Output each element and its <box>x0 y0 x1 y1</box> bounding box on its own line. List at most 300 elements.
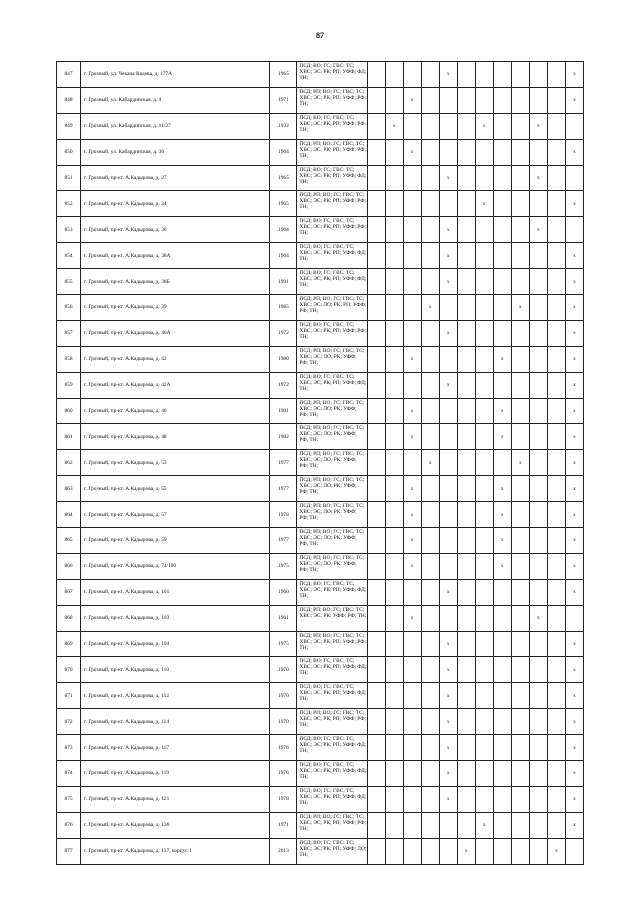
mark-cell: x <box>439 243 457 269</box>
mark-cell <box>511 786 529 812</box>
mark-cell <box>385 476 403 502</box>
mark-cell <box>367 553 385 579</box>
services-cell: ПСД; РП; ВО; ГС; ГВС; ТС; ХВС; ЭС; ЛО; РК; УФФ; РФ; ТН; <box>297 553 367 579</box>
address-cell: г. Грозный, пр-кт. А.Кадырова, д. 114 <box>81 709 270 735</box>
mark-cell: x <box>565 786 583 812</box>
mark-cell <box>385 243 403 269</box>
year-cell: 1981 <box>270 398 297 424</box>
mark-cell <box>421 269 439 295</box>
mark-cell <box>457 605 475 631</box>
mark-cell: x <box>439 269 457 295</box>
mark-cell: x <box>529 165 547 191</box>
year-cell: 1970 <box>270 683 297 709</box>
row-number-cell: 871 <box>57 683 81 709</box>
mark-cell <box>547 528 565 554</box>
mark-cell <box>421 631 439 657</box>
mark-cell <box>493 372 511 398</box>
mark-cell <box>403 217 421 243</box>
table-row <box>57 709 584 735</box>
mark-cell <box>367 502 385 528</box>
mark-cell <box>547 217 565 243</box>
mark-cell <box>385 450 403 476</box>
mark-cell <box>475 631 493 657</box>
mark-cell <box>457 346 475 372</box>
mark-cell: x <box>565 735 583 761</box>
mark-cell <box>493 709 511 735</box>
mark-cell <box>457 320 475 346</box>
mark-cell <box>367 346 385 372</box>
table-row <box>57 735 584 761</box>
mark-cell <box>439 605 457 631</box>
mark-cell <box>457 113 475 139</box>
mark-cell <box>439 424 457 450</box>
mark-cell <box>511 709 529 735</box>
mark-cell: x <box>529 605 547 631</box>
mark-cell: x <box>403 398 421 424</box>
mark-cell: x <box>439 320 457 346</box>
mark-cell: x <box>403 605 421 631</box>
mark-cell <box>439 528 457 554</box>
table-row <box>57 683 584 709</box>
mark-cell <box>421 683 439 709</box>
mark-cell <box>493 320 511 346</box>
mark-cell: x <box>439 683 457 709</box>
year-cell: 1972 <box>270 320 297 346</box>
mark-cell <box>421 553 439 579</box>
housing-table <box>56 61 584 865</box>
mark-cell <box>529 450 547 476</box>
mark-cell <box>421 139 439 165</box>
address-cell: г. Грозный, пр-кт. А.Кадырова, д. 42 <box>81 346 270 372</box>
mark-cell <box>457 553 475 579</box>
mark-cell <box>421 528 439 554</box>
mark-cell <box>529 657 547 683</box>
mark-cell <box>457 761 475 787</box>
mark-cell <box>493 139 511 165</box>
mark-cell: x <box>403 553 421 579</box>
mark-cell <box>475 424 493 450</box>
mark-cell <box>475 761 493 787</box>
mark-cell <box>439 346 457 372</box>
mark-cell <box>385 605 403 631</box>
address-cell: г. Грозный, пр-кт. А.Кадырова, д. 110 <box>81 657 270 683</box>
mark-cell <box>385 631 403 657</box>
mark-cell <box>457 372 475 398</box>
address-cell: г. Грозный, ул. Кабардинская, д. 4 <box>81 87 270 113</box>
row-number-cell: 863 <box>57 476 81 502</box>
mark-cell <box>367 476 385 502</box>
mark-cell: x <box>565 139 583 165</box>
mark-cell <box>385 735 403 761</box>
mark-cell <box>367 579 385 605</box>
mark-cell: x <box>565 346 583 372</box>
mark-cell <box>475 735 493 761</box>
mark-cell <box>457 295 475 321</box>
table-row <box>57 87 584 113</box>
address-cell: г. Грозный, пр-кт. А.Кадырова, д. 34 <box>81 191 270 217</box>
table-row <box>57 579 584 605</box>
mark-cell <box>385 786 403 812</box>
address-cell: г. Грозный, пр-кт. А.Кадырова, д. 117 <box>81 735 270 761</box>
address-cell: г. Грозный, пр-кт. А.Кадырова, д. 39 <box>81 295 270 321</box>
mark-cell: x <box>565 269 583 295</box>
mark-cell <box>457 579 475 605</box>
mark-cell <box>403 657 421 683</box>
mark-cell <box>385 812 403 838</box>
address-cell: г. Грозный, пр-кт. А.Кадырова, д. 74/100 <box>81 553 270 579</box>
mark-cell <box>511 553 529 579</box>
mark-cell: x <box>565 812 583 838</box>
mark-cell <box>439 476 457 502</box>
mark-cell: x <box>565 320 583 346</box>
year-cell: 1977 <box>270 476 297 502</box>
row-number-cell: 855 <box>57 269 81 295</box>
mark-cell: x <box>421 450 439 476</box>
mark-cell <box>457 243 475 269</box>
table-row <box>57 217 584 243</box>
services-cell: ПСД; ВО; ГС; ГВС; ТС; ХВС; ЭС; РК; РП; УФФ; ФД; ТН; <box>297 62 367 88</box>
mark-cell <box>547 113 565 139</box>
mark-cell <box>547 553 565 579</box>
mark-cell <box>511 62 529 88</box>
year-cell: 1985 <box>270 295 297 321</box>
mark-cell <box>421 761 439 787</box>
mark-cell <box>511 528 529 554</box>
mark-cell <box>367 838 385 864</box>
services-cell: ПСД; ВО; ГС; ГВС; ТС; ХВС; ЭС; РК; РП; УФФ; РФ; ТН; <box>297 320 367 346</box>
year-cell: 1970 <box>270 709 297 735</box>
mark-cell <box>421 320 439 346</box>
mark-cell <box>529 709 547 735</box>
mark-cell: x <box>565 553 583 579</box>
mark-cell <box>439 113 457 139</box>
mark-cell <box>367 631 385 657</box>
mark-cell <box>529 346 547 372</box>
mark-cell <box>439 838 457 864</box>
mark-cell <box>529 502 547 528</box>
mark-cell: x <box>493 502 511 528</box>
services-cell: ПСД; РП; ВО; ГС; ГВС; ТС; ХВС; ЭС; ЛО; РК; УФФ; РФ; ТН; <box>297 424 367 450</box>
mark-cell: x <box>565 528 583 554</box>
mark-cell <box>403 295 421 321</box>
mark-cell <box>511 476 529 502</box>
table-row <box>57 191 584 217</box>
mark-cell <box>457 631 475 657</box>
mark-cell <box>511 243 529 269</box>
mark-cell <box>403 786 421 812</box>
address-cell: г. Грозный, пр-кт. А.Кадырова, д. 42А <box>81 372 270 398</box>
mark-cell: x <box>565 243 583 269</box>
table-row <box>57 139 584 165</box>
mark-cell <box>439 812 457 838</box>
mark-cell <box>511 191 529 217</box>
row-number-cell: 867 <box>57 579 81 605</box>
table-row <box>57 502 584 528</box>
mark-cell <box>493 450 511 476</box>
table-row <box>57 476 584 502</box>
mark-cell <box>547 657 565 683</box>
mark-cell <box>403 838 421 864</box>
mark-cell <box>421 346 439 372</box>
mark-cell: x <box>565 398 583 424</box>
address-cell: г. Грозный, пр-кт. А.Кадырова, д. 136 <box>81 812 270 838</box>
address-cell: г. Грозный, пр-кт. А.Кадырова, д. 40А <box>81 320 270 346</box>
mark-cell <box>367 372 385 398</box>
mark-cell <box>367 657 385 683</box>
row-number-cell: 858 <box>57 346 81 372</box>
mark-cell: x <box>565 295 583 321</box>
mark-cell <box>547 631 565 657</box>
mark-cell <box>421 191 439 217</box>
row-number-cell: 864 <box>57 502 81 528</box>
mark-cell: x <box>493 528 511 554</box>
year-cell: 1978 <box>270 786 297 812</box>
mark-cell <box>547 476 565 502</box>
table-row <box>57 450 584 476</box>
services-cell: ПСД; ВО; ГС; ГВС; ТС; ХВС; ЭС; РК; РП; УФФ; ФД; ТН; <box>297 786 367 812</box>
mark-cell <box>385 398 403 424</box>
year-cell: 1971 <box>270 87 297 113</box>
mark-cell <box>385 553 403 579</box>
mark-cell <box>511 320 529 346</box>
mark-cell <box>547 605 565 631</box>
mark-cell: x <box>439 786 457 812</box>
mark-cell <box>385 528 403 554</box>
mark-cell <box>439 450 457 476</box>
mark-cell <box>385 657 403 683</box>
mark-cell <box>493 243 511 269</box>
mark-cell <box>493 631 511 657</box>
mark-cell: x <box>493 476 511 502</box>
mark-cell <box>439 87 457 113</box>
mark-cell <box>529 398 547 424</box>
services-cell: ПСД; РП; ВО; ГС; ГВС; ТС; ХВС; ЭС; ЛО; РК; УФФ; РФ; ТН; <box>297 528 367 554</box>
mark-cell <box>457 786 475 812</box>
mark-cell <box>403 269 421 295</box>
mark-cell <box>493 657 511 683</box>
mark-cell: x <box>403 476 421 502</box>
mark-cell <box>511 139 529 165</box>
mark-cell <box>421 502 439 528</box>
mark-cell <box>547 683 565 709</box>
row-number-cell: 852 <box>57 191 81 217</box>
mark-cell <box>421 372 439 398</box>
mark-cell <box>367 450 385 476</box>
mark-cell: x <box>439 372 457 398</box>
row-number-cell: 870 <box>57 657 81 683</box>
mark-cell <box>493 786 511 812</box>
mark-cell <box>493 683 511 709</box>
mark-cell <box>421 838 439 864</box>
mark-cell <box>475 139 493 165</box>
mark-cell <box>367 735 385 761</box>
mark-cell <box>457 709 475 735</box>
row-number-cell: 854 <box>57 243 81 269</box>
mark-cell <box>547 243 565 269</box>
mark-cell <box>547 786 565 812</box>
table-row <box>57 553 584 579</box>
mark-cell <box>367 812 385 838</box>
mark-cell <box>403 761 421 787</box>
mark-cell <box>421 579 439 605</box>
table-row <box>57 243 584 269</box>
address-cell: г. Грозный, пр-кт. А.Кадырова, д. 103 <box>81 605 270 631</box>
year-cell: 1964 <box>270 139 297 165</box>
address-cell: г. Грозный, ул. Кабардинская, д. 11/27 <box>81 113 270 139</box>
mark-cell: x <box>439 761 457 787</box>
mark-cell <box>385 139 403 165</box>
mark-cell <box>475 528 493 554</box>
row-number-cell: 865 <box>57 528 81 554</box>
row-number-cell: 847 <box>57 62 81 88</box>
mark-cell <box>457 812 475 838</box>
services-cell: ПСД; ВО; ГС; ГВС; ТС; ХВС; ЭС; РК; РП; УФФ; ФД; ТН; <box>297 683 367 709</box>
mark-cell: x <box>439 657 457 683</box>
mark-cell <box>547 269 565 295</box>
mark-cell <box>511 346 529 372</box>
mark-cell <box>475 683 493 709</box>
mark-cell <box>493 812 511 838</box>
mark-cell <box>529 735 547 761</box>
mark-cell <box>457 502 475 528</box>
mark-cell <box>493 165 511 191</box>
mark-cell <box>511 657 529 683</box>
year-cell: 1977 <box>270 528 297 554</box>
row-number-cell: 850 <box>57 139 81 165</box>
mark-cell: x <box>565 709 583 735</box>
mark-cell <box>367 424 385 450</box>
table-row <box>57 346 584 372</box>
mark-cell <box>493 761 511 787</box>
mark-cell <box>385 579 403 605</box>
address-cell: г. Грозный, пр-кт. А.Кадырова, д. 38Б <box>81 269 270 295</box>
mark-cell <box>403 450 421 476</box>
mark-cell <box>493 269 511 295</box>
mark-cell <box>457 735 475 761</box>
services-cell: ПСД; ВО; ГС; ГВС; ТС; ХВС; ЭС; РК; РП; УФФ; РФ; ТН; <box>297 113 367 139</box>
mark-cell <box>385 372 403 398</box>
mark-cell <box>385 683 403 709</box>
mark-cell <box>547 320 565 346</box>
mark-cell <box>493 295 511 321</box>
mark-cell <box>385 191 403 217</box>
mark-cell: x <box>529 113 547 139</box>
mark-cell <box>511 269 529 295</box>
mark-cell <box>475 87 493 113</box>
mark-cell <box>511 113 529 139</box>
table-row <box>57 786 584 812</box>
mark-cell <box>385 295 403 321</box>
table-row <box>57 113 584 139</box>
mark-cell <box>367 243 385 269</box>
mark-cell <box>385 87 403 113</box>
mark-cell <box>529 62 547 88</box>
mark-cell <box>529 786 547 812</box>
row-number-cell: 874 <box>57 761 81 787</box>
mark-cell <box>475 217 493 243</box>
services-cell: ПСД; ВО; ГС; ГВС; ТС; ХВС; ЭС; РК; РП; УФФ; ФД; ТН; <box>297 579 367 605</box>
table-row <box>57 320 584 346</box>
mark-cell <box>457 165 475 191</box>
mark-cell <box>511 372 529 398</box>
table-row <box>57 372 584 398</box>
mark-cell: x <box>403 424 421 450</box>
services-cell: ПСД; РП; ВО; ГС; ГВС; ТС; ХВС; ЭС; ЛО; РК; УФФ; РФ; ТН; <box>297 450 367 476</box>
services-cell: ПСД; ВО; ГС; ГВС; ТС; ХВС; ЭС; РК; РП; УФФ; ФД; ТН; <box>297 243 367 269</box>
year-cell: 1965 <box>270 62 297 88</box>
mark-cell <box>457 476 475 502</box>
row-number-cell: 869 <box>57 631 81 657</box>
year-cell: 1965 <box>270 165 297 191</box>
table-row <box>57 812 584 838</box>
address-cell: г. Грозный, пр-кт. А.Кадырова, д. 101 <box>81 579 270 605</box>
mark-cell <box>385 346 403 372</box>
mark-cell <box>421 735 439 761</box>
mark-cell <box>385 424 403 450</box>
mark-cell: x <box>565 476 583 502</box>
services-cell: ПСД; ВО; ГС; ГВС; ТС; ХВС; ЭС; РК; РП; УФФ; ФД; ТН; <box>297 165 367 191</box>
mark-cell: x <box>565 372 583 398</box>
mark-cell <box>547 295 565 321</box>
mark-cell <box>565 113 583 139</box>
mark-cell <box>457 398 475 424</box>
year-cell: 2013 <box>270 838 297 864</box>
mark-cell: x <box>565 424 583 450</box>
mark-cell: x <box>421 295 439 321</box>
address-cell: г. Грозный, пр-кт. А.Кадырова, д. 112 <box>81 683 270 709</box>
address-cell: г. Грозный, пр-кт. А.Кадырова, д. 121 <box>81 786 270 812</box>
mark-cell <box>367 269 385 295</box>
mark-cell: x <box>493 398 511 424</box>
mark-cell <box>493 191 511 217</box>
mark-cell <box>403 191 421 217</box>
mark-cell <box>547 709 565 735</box>
table-row <box>57 62 584 88</box>
mark-cell: x <box>565 191 583 217</box>
mark-cell <box>475 398 493 424</box>
mark-cell <box>511 87 529 113</box>
mark-cell <box>511 579 529 605</box>
mark-cell: x <box>439 735 457 761</box>
mark-cell <box>403 579 421 605</box>
mark-cell <box>529 243 547 269</box>
mark-cell <box>475 838 493 864</box>
mark-cell <box>385 62 403 88</box>
mark-cell <box>529 528 547 554</box>
row-number-cell: 876 <box>57 812 81 838</box>
services-cell: ПСД; ВО; ГС; ГВС; ТС; ХВС; ЭС; РК; РП; УФФ; ФД; ТН; <box>297 372 367 398</box>
mark-cell <box>475 295 493 321</box>
services-cell: ПСД; ВО; ГС; ГВС; ТС; ХВС; ЭС; РК; РП; УФФ; ФД; ТН; <box>297 269 367 295</box>
mark-cell <box>511 502 529 528</box>
mark-cell <box>457 424 475 450</box>
mark-cell <box>421 657 439 683</box>
row-number-cell: 875 <box>57 786 81 812</box>
address-cell: г. Грозный, пр-кт. А.Кадырова, д. 55 <box>81 476 270 502</box>
year-cell: 1991 <box>270 269 297 295</box>
mark-cell <box>547 398 565 424</box>
mark-cell <box>367 139 385 165</box>
mark-cell: x <box>403 502 421 528</box>
mark-cell <box>493 62 511 88</box>
year-cell: 1978 <box>270 502 297 528</box>
mark-cell <box>421 476 439 502</box>
mark-cell <box>475 372 493 398</box>
row-number-cell: 853 <box>57 217 81 243</box>
year-cell: 1975 <box>270 631 297 657</box>
services-cell: ПСД; РП; ВО; ГС; ГВС; ТС; ХВС; ЭС; РК; РП; УФФ; РФ; ТН; <box>297 139 367 165</box>
mark-cell <box>529 553 547 579</box>
